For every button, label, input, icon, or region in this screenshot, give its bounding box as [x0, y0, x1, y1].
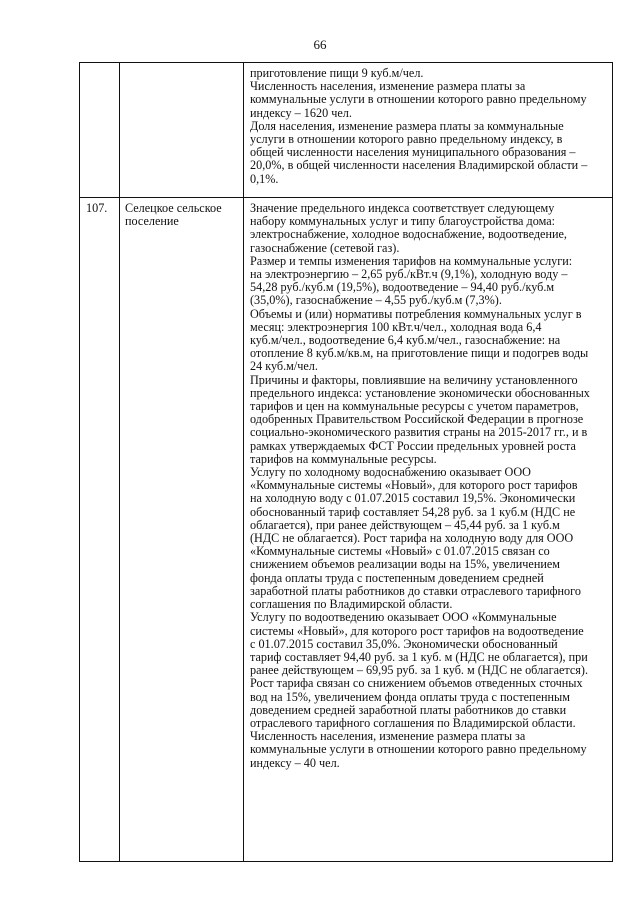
text-line: отопление 8 куб.м/кв.м, на приготовление пищи и подогрев воды — [250, 346, 589, 361]
text-line: с 01.07.2015 составил 35,0%. Экономически обоснованный — [250, 636, 558, 651]
text-line: заработной платы работников до ставки отраслевого тарифного — [250, 583, 581, 598]
text-line: рамках утверждаемых ФСТ России предельных уровней роста — [250, 438, 576, 453]
text-line: тариф составляет 94,40 руб. за 1 куб. м (НДС не облагается), при — [250, 649, 588, 664]
text-line: предельного индекса: установление экономически обоснованных — [250, 385, 590, 400]
text-line: вод на 15%, увеличением фонда оплаты труда с постепенным — [250, 689, 570, 704]
text-line: 20,0%, в общей численности населения Владимирской области – — [250, 158, 588, 173]
text-line: отраслевого тарифного соглашения по Владимирской области. — [250, 715, 576, 730]
text-line: Селецкое сельское — [125, 201, 222, 215]
text-line: приготовление пищи 9 куб.м/чел. — [250, 66, 424, 80]
text-line: электроснабжение, холодное водоснабжение, водоотведение, — [250, 227, 567, 242]
text-line: тарифов и цен на коммунальные ресурсы с учетом параметров, — [250, 399, 579, 414]
text-line: Численность населения, изменение размера платы за — [250, 729, 526, 744]
column-divider-number — [119, 63, 120, 861]
text-line: газоснабжение (сетевой газ). — [250, 240, 400, 255]
text-line: социально-экономического развития страны на 2015-2017 гг., и в — [250, 425, 588, 440]
text-line: Услугу по холодному водоснабжению оказывает ООО — [250, 465, 531, 480]
text-line: тарифов на коммунальные ресурсы. — [250, 451, 437, 466]
text-line: коммунальные услуги в отношении которого равно предельному — [250, 92, 587, 107]
text-line: снижением объемов реализации воды на 15%, увеличением — [250, 557, 561, 572]
row-description — [250, 202, 612, 770]
row-number: 107. — [86, 201, 108, 215]
text-line: индексу – 1620 чел. — [250, 105, 352, 120]
text-line: Значение предельного индекса соответствует следующему — [250, 201, 555, 215]
text-line: поселение — [125, 214, 179, 229]
text-line: 0,1%. — [250, 171, 279, 186]
column-divider-name — [243, 63, 244, 861]
text-line: (НДС не облагается). Рост тарифа на холодную воду для ООО — [250, 531, 574, 546]
row-divider — [80, 197, 612, 198]
text-line: «Коммунальные системы «Новый» с 01.07.2015 связан со — [250, 544, 550, 559]
text-line: на холодную воду с 01.07.2015 составил 19,5%. Экономически — [250, 491, 576, 506]
text-line: обоснованный тариф составляет 54,28 руб. за 1 куб.м (НДС не — [250, 504, 576, 519]
text-line: Размер и темпы изменения тарифов на коммунальные услуги: — [250, 253, 573, 268]
continued-row-description — [250, 67, 612, 186]
page-number: 66 — [313, 37, 327, 52]
document-table — [79, 62, 613, 862]
text-line: набору коммунальных услуг и типу благоустройства дома: — [250, 214, 555, 229]
text-line: Доля населения, изменение размера платы за коммунальные — [250, 118, 564, 133]
text-line: (35,0%), газоснабжение – 4,55 руб./куб.м (7,3%). — [250, 293, 502, 308]
text-line: Услугу по водоотведению оказывает ООО «Коммунальные — [250, 610, 557, 625]
text-line: облагается), при ранее действующем – 45,44 руб. за 1 куб.м — [250, 517, 560, 532]
text-line: на электроэнергию – 2,65 руб./кВт.ч (9,1%), холодную воду – — [250, 267, 568, 282]
text-line: Численность населения, изменение размера платы за — [250, 79, 526, 94]
text-line: коммунальные услуги в отношении которого равно предельному — [250, 742, 587, 757]
text-line: фонда оплаты труда с постепенным доведением средней — [250, 570, 544, 585]
text-line: ранее действующем – 69,95 руб. за 1 куб. м (НДС не облагается). — [250, 663, 588, 678]
text-line: месяц: электроэнергия 100 кВт.ч/чел., холодная вода 6,4 — [250, 319, 542, 334]
text-line: куб.м/чел., водоотведение 6,4 куб.м/чел., газоснабжение: на — [250, 333, 561, 348]
text-line: 54,28 руб./куб.м (19,5%), водоотведение – 94,40 руб./куб.м — [250, 280, 555, 295]
text-line: Объемы и (или) нормативы потребления коммунальных услуг в — [250, 306, 582, 321]
text-line: системы «Новый», для которого рост тарифов на водоотведение — [250, 623, 584, 638]
text-line: индексу – 40 чел. — [250, 755, 340, 770]
text-line: услуги в отношении которого равно предельному индексу, в — [250, 132, 563, 147]
text-line: одобренных Правительством Российской Федерации в прогнозе — [250, 412, 584, 427]
text-line: общей численности населения муниципального образования – — [250, 145, 576, 160]
text-line: «Коммунальные системы «Новый», для которого рост тарифов — [250, 478, 578, 493]
text-line: 24 куб.м/чел. — [250, 359, 318, 374]
text-line: соглашения по Владимирской области. — [250, 597, 453, 612]
text-line: Причины и факторы, повлиявшие на величину установленного — [250, 372, 578, 387]
text-line: доведением средней заработной платы работников до ставки — [250, 702, 567, 717]
text-line: Рост тарифа связан со снижением объемов отведенных сточных — [250, 676, 583, 691]
row-municipality-name — [125, 202, 241, 228]
